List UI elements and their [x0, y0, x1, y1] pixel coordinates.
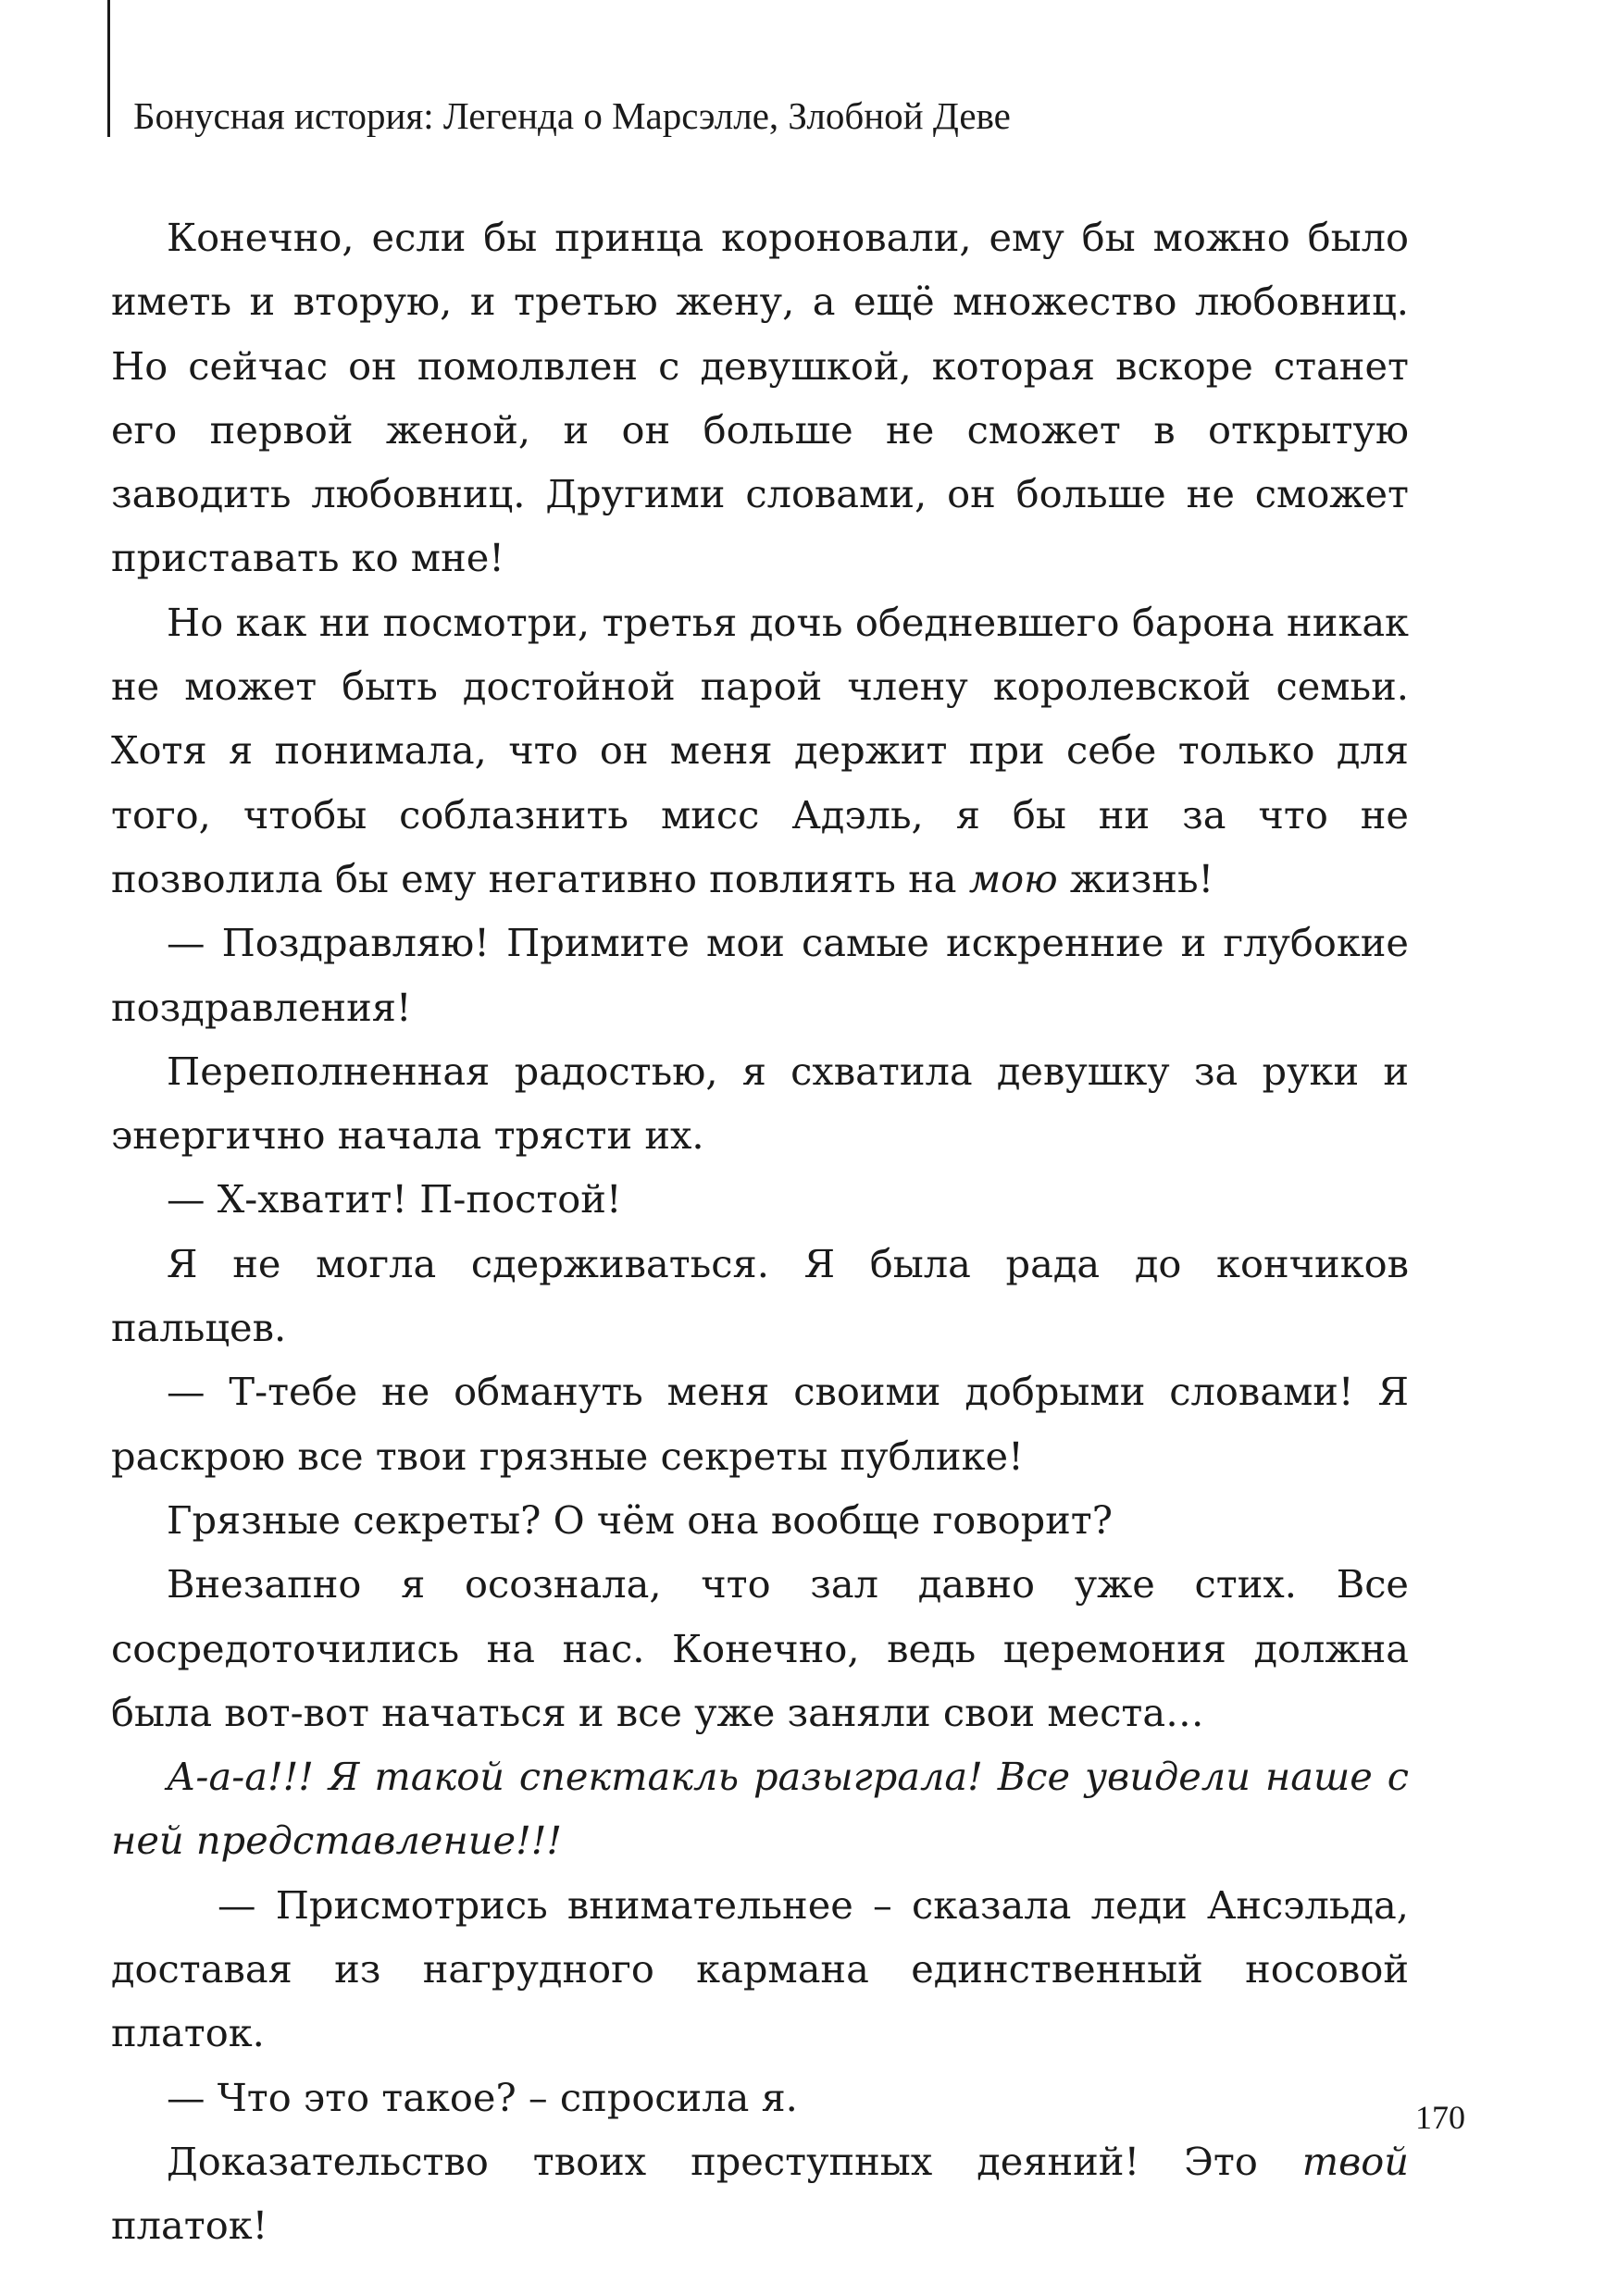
paragraph: Внезапно я осознала, что зал давно уже стих. Все сосредоточились на нас. Конечно, ведь церемония должна была вот-вот начаться и все уже заняли свои места… [111, 1561, 1409, 1735]
dialogue-line: — Т-тебе не обмануть меня своими добрыми словами! Я раскрою все твои грязные секреты публике! [111, 1369, 1409, 1479]
emphasis: твой [1301, 2138, 1409, 2184]
header-rule [107, 0, 110, 137]
text-run: жизнь! [1057, 855, 1214, 901]
text-run: Доказательство твоих преступных деяний! Это [167, 2138, 1302, 2184]
text-run: платок! [111, 2203, 268, 2249]
paragraph: Переполненная радостью, я схватила девушку за руки и энергично начала трясти их. [111, 1048, 1409, 1159]
dialogue-line: — Х-хватит! П-постой! [167, 1176, 622, 1222]
dialogue-line: — Что это такое? – спросила я. [167, 2074, 798, 2120]
dialogue-line: — Поздравляю! Примите мои самые искренние и глубокие поздравления! [111, 920, 1409, 1030]
dialogue-line: — Присмотрись внимательнее – сказала леди Ансэльда, доставая из нагрудного кармана единственный носовой платок. [111, 1881, 1409, 2056]
paragraph [111, 590, 1409, 911]
paragraph: Конечно, если бы принца короновали, ему бы можно было иметь и вторую, и третью жену, а ещё множество любовниц. Но сейчас он помолвлен с девушкой, которая вскоре станет его первой женой, и он больше не сможет в открытую заводить любовниц. Другими словами, он больше не сможет приставать ко мне! [111, 215, 1409, 581]
paragraph: Я не могла сдерживаться. Я была рада до кончиков пальцев. [111, 1240, 1409, 1351]
italic-paragraph [111, 1744, 1409, 1873]
paragraph: Грязные секреты? О чём она вообще говорит? [167, 1496, 1114, 1543]
running-head: Бонусная история: Легенда о Марсэлле, Злобной Деве [133, 94, 1011, 137]
paragraph [111, 2129, 1409, 2258]
emphasis: А-а-а!!! Я такой спектакль разыграла! Все увидели наше с ней представление!!! [111, 1754, 1409, 1864]
emphasis: мою [968, 855, 1058, 901]
text-run: Но как ни посмотри, третья дочь обедневшего барона никак не может быть достойной парой члену королевской семьи. Хотя я понимала, что он меня держит при себе только для того, чтобы соблазнить мисс Адэль, я бы ни за что не позволила бы ему негативно повлиять на [111, 599, 1409, 901]
body-text [111, 205, 1409, 2258]
page-number: 170 [1415, 2099, 1465, 2136]
